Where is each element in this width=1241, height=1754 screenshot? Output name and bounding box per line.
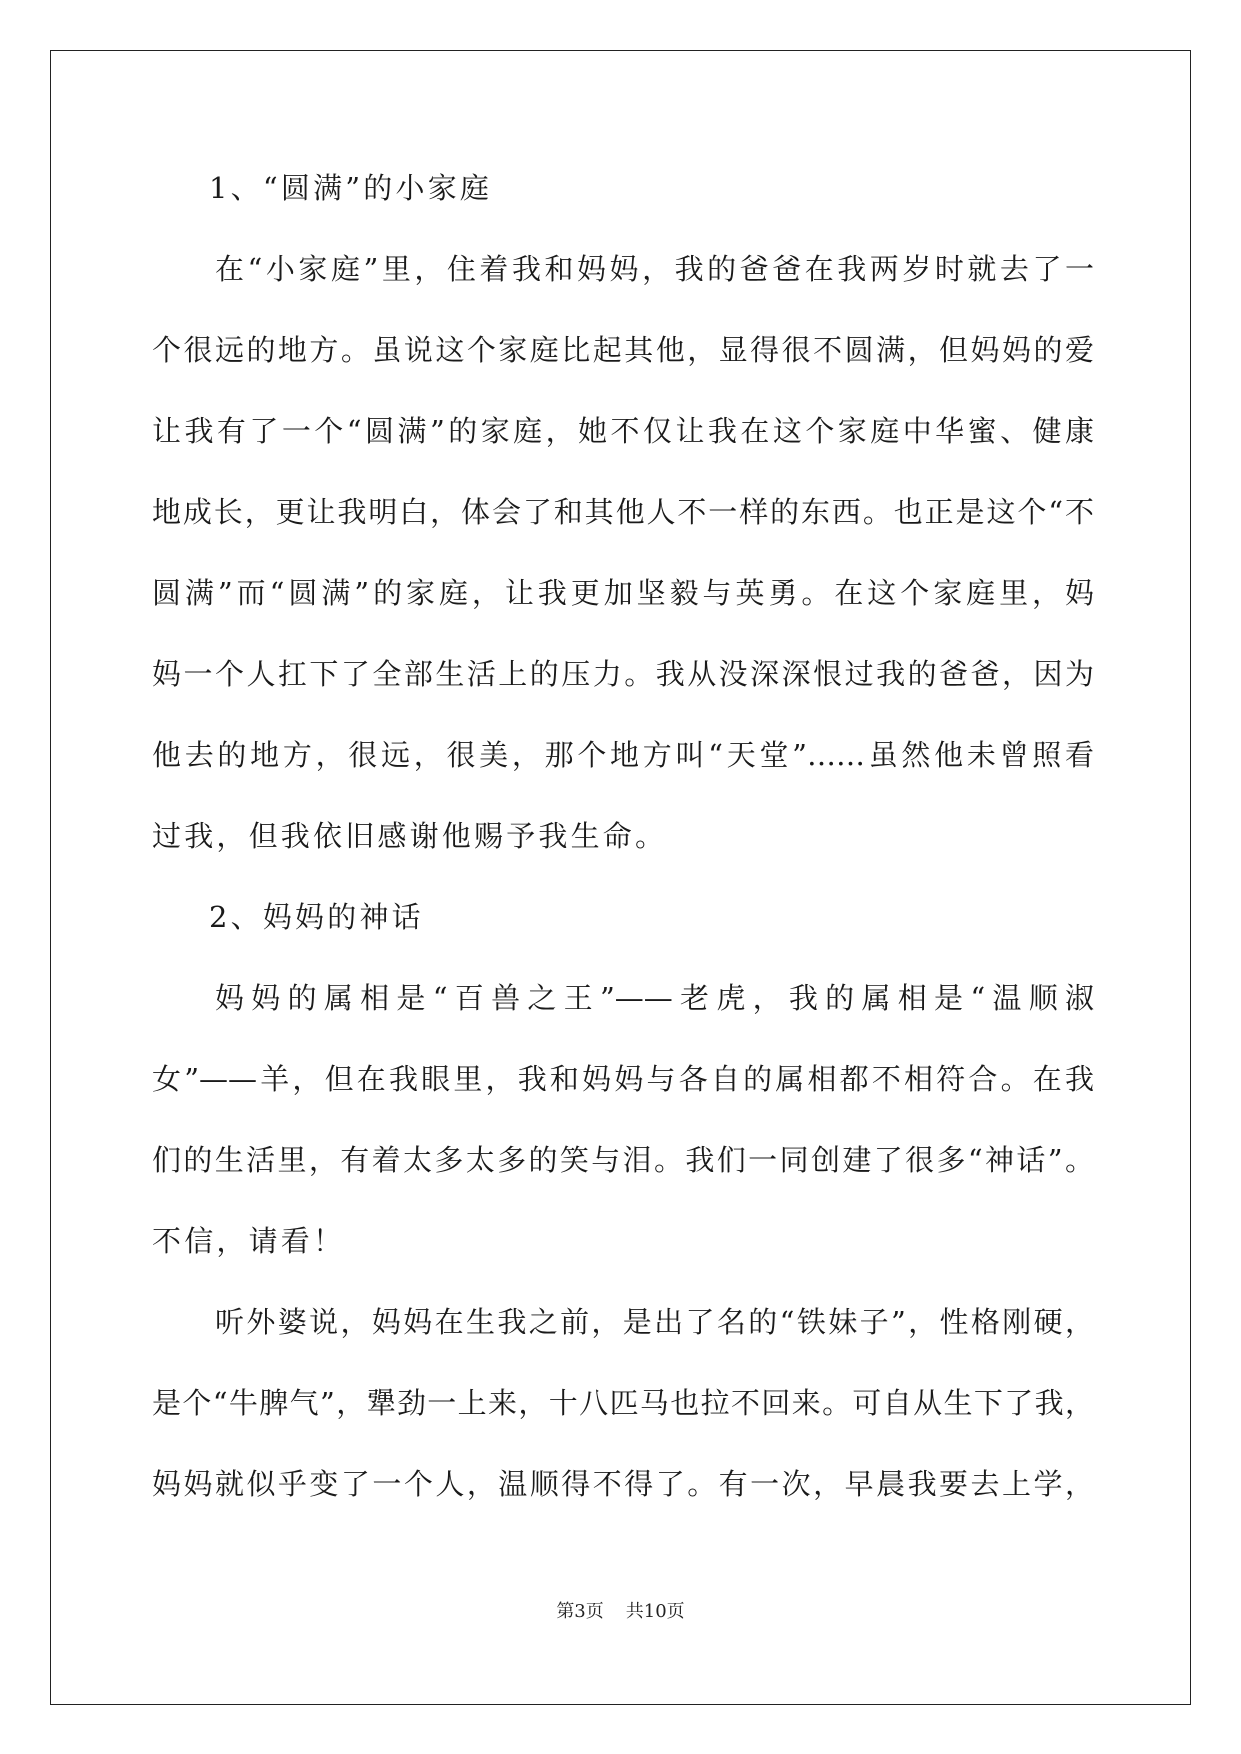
paragraph-line: 过我，但我依旧感谢他赐予我生命。 — [152, 819, 668, 853]
paragraph-line: 女”——羊，但在我眼里，我和妈妈与各自的属相都不相符合。在我 — [152, 1062, 1094, 1096]
section-heading-1: 1、“圆满”的小家庭 — [209, 171, 493, 205]
document-body — [152, 148, 1094, 1525]
paragraph-line: 地成长，更让我明白，体会了和其他人不一样的东西。也正是这个“不 — [152, 495, 1094, 529]
paragraph-line: 不信，请看！ — [152, 1224, 346, 1258]
section-heading-2: 2、妈妈的神话 — [209, 900, 424, 934]
paragraph-line: 是个“牛脾气”，犟劲一上来，十八匹马也拉不回来。可自从生下了我， — [152, 1386, 1094, 1420]
paragraph-line: 在“小家庭”里，住着我和妈妈，我的爸爸在我两岁时就去了一 — [215, 252, 1094, 286]
paragraph-line: 他去的地方，很远，很美，那个地方叫“天堂”……虽然他未曾照看 — [152, 738, 1094, 772]
paragraph-line: 妈妈就似乎变了一个人，温顺得不得了。有一次，早晨我要去上学， — [152, 1467, 1094, 1501]
paragraph-line: 圆满”而“圆满”的家庭，让我更加坚毅与英勇。在这个家庭里，妈 — [152, 576, 1094, 610]
page-total: 共10页 — [625, 1601, 685, 1622]
page-footer — [0, 1600, 1241, 1624]
paragraph-line: 让我有了一个“圆满”的家庭，她不仅让我在这个家庭中华蜜、健康 — [152, 414, 1094, 448]
paragraph-line: 们的生活里，有着太多太多的笑与泪。我们一同创建了很多“神话”。 — [152, 1143, 1094, 1177]
page-number: 第3页 — [556, 1601, 604, 1622]
paragraph-line: 妈妈的属相是“百兽之王”——老虎，我的属相是“温顺淑 — [215, 981, 1094, 1015]
paragraph-line: 妈一个人扛下了全部生活上的压力。我从没深深恨过我的爸爸，因为 — [152, 657, 1094, 691]
paragraph-line: 个很远的地方。虽说这个家庭比起其他，显得很不圆满，但妈妈的爱 — [152, 333, 1094, 367]
paragraph-line: 听外婆说，妈妈在生我之前，是出了名的“铁妹子”，性格刚硬， — [215, 1305, 1094, 1339]
